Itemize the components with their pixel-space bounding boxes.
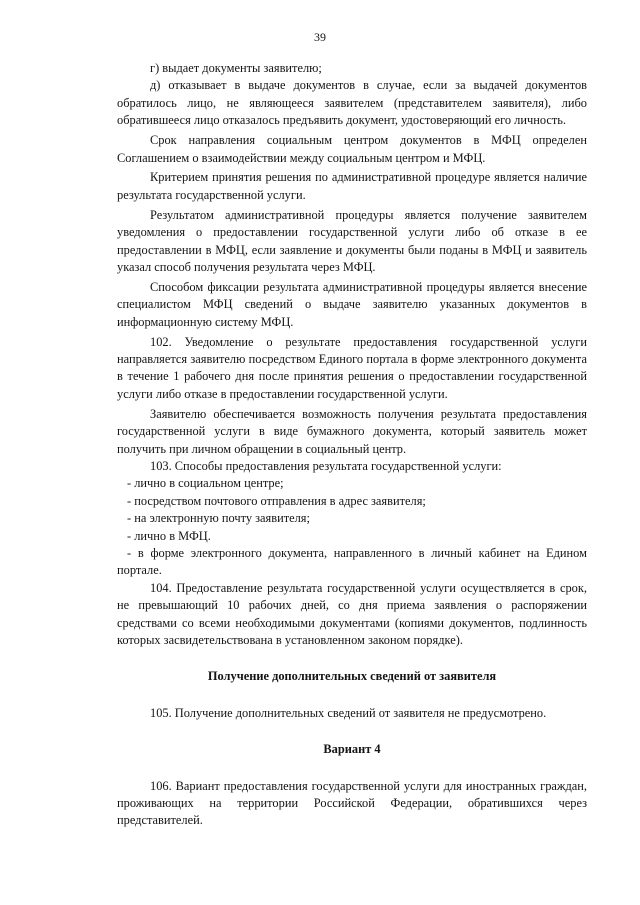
list-item-post: - посредством почтового отправления в адрес заявителя;	[127, 493, 426, 508]
section-heading-additional-info: Получение дополнительных сведений от заявителя	[207, 669, 497, 684]
list-item-portal: - в форме электронного документа, направленного в личный кабинет на Едином портале.	[117, 545, 587, 578]
paragraph-106: 106. Вариант предоставления государственной услуги для иностранных граждан, проживающих на территории Российской Федерации, обратившихся через представителей.	[117, 778, 587, 828]
paragraph-result: Результатом административной процедуры является получение заявителем уведомления о предоставлении государственной услуги либо об отказе в ее предоставлении в МФЦ, если заявление и документы были поданы в МФЦ и заявитель указал способ получения результата через МФЦ.	[117, 207, 587, 274]
paragraph-104: 104. Предоставление результата государственной услуги осуществляется в срок, не превышающий 10 рабочих дней, со дня приема заявления о распоряжении средствами со всеми необходимыми документами (копиями документов, подлинность которых засвидетельствована в установленном законом порядке).	[117, 580, 587, 647]
list-item-email: - на электронную почту заявителя;	[127, 511, 310, 526]
page-number: 39	[314, 30, 326, 44]
paragraph-issue-documents: г) выдает документы заявителю;	[150, 61, 322, 75]
paragraph-102: 102. Уведомление о результате предоставления государственной услуги направляется заявителю посредством Единого портала в форме электронного документа в течение 1 рабочего дня после принятия решения о предоставлении государственной услуги либо отказе в предоставлении государственной услуги.	[117, 334, 587, 401]
paragraph-fixation: Способом фиксации результата административной процедуры является внесение специалистом МФЦ сведений о выдаче заявителю указанных документов в информационную систему МФЦ.	[117, 279, 587, 329]
list-item-social-center: - лично в социальном центре;	[127, 476, 284, 491]
paragraph-deadline: Срок направления социальным центром документов в МФЦ определен Соглашением о взаимодействии между социальным центром и МФЦ.	[117, 133, 587, 165]
section-heading-variant-4: Вариант 4	[323, 742, 381, 757]
paragraph-refuse-issue: д) отказывает в выдаче документов в случае, если за выдачей документов обратилось лицо, не являющееся заявителем (представителем заявителя), либо обратившееся лицо отказалось предъявить документ, удостоверяющий его личность.	[117, 78, 587, 128]
paragraph-paper-result: Заявителю обеспечивается возможность получения результата предоставления государственной услуги в виде бумажного документа, который заявитель может получить при личном обращении в социальный центр.	[117, 406, 587, 456]
paragraph-criterion: Критерием принятия решения по административной процедуре является наличие результата государственной услуги.	[117, 170, 587, 202]
paragraph-103: 103. Способы предоставления результата государственной услуги:	[150, 458, 502, 473]
paragraph-105: 105. Получение дополнительных сведений от заявителя не предусмотрено.	[150, 705, 547, 720]
document-body	[117, 60, 587, 830]
list-item-mfc: - лично в МФЦ.	[127, 528, 211, 543]
